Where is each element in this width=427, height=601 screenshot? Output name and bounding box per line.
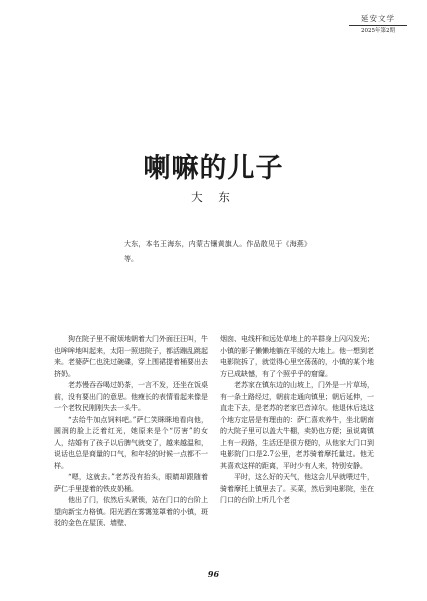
paragraph-continued: 烟囱、电线杆和远处草地上的羊群身上闪闪发光；小镇的影子懒懒地躺在平缓的大地上。他一想到老电影院拆了，就觉得心里空荡荡的，小镇的某个地方已成缺憾，有了个照乎乎的窟窿。 [220,335,374,378]
paragraph: 老苏慢吞吞喝过奶茶，一言不发，还坐在饭桌前，没有要出门的意思。他瘦长的表情看起来像是一个老牧民刚刚失去一头牛。 [54,381,208,412]
header-rule [349,25,407,26]
article-title: 喇嘛的儿子 [143,153,284,184]
issue-label: 2025年第2期 [361,28,395,34]
page-number: 96 [207,569,220,579]
journal-header [343,14,413,35]
paragraph: 老苏家在镇东边的山坡上，门外是一片草场，有一条土路经过，朝前走通向镇里；朝后延伸，一直走下去，是老苏的老家巴音淖尔。他退休后选这个地方定居是有理由的：萨仁喜欢养牛，坐北朝南的大院子里可以盖大牛棚，卖奶也方便；虽说离镇上有一段路，生活还是很方便的，从他家大门口到电影院门口是2.7公里，老苏骑着摩托量过。他无其喜欢这样的距离，平时少有人来，特别安静。 [220,381,374,470]
paragraph: “去给牛加点饲料吧。”萨仁笑眯眯地看向他，圆润的脸上泛着红光，她原来是个“厉害”的女人，结婚有了孩子以后脾气就变了，越来越温和，说话也总是商量的口气，和年轻的时候一点都不一样。 [54,415,208,470]
author-bio: 大东，本名王海东，内蒙古镶黄旗人。作品散见于《海燕》等。 [124,240,311,263]
paragraph: 平时，这么好的天气，他这会儿早就喂过牛，骑着摩托上镇里去了。买菜，然后到电影院，坐在门口的台阶上听几个老 [220,473,374,504]
left-column [54,334,208,530]
paragraph: “嗯，这就去。”老苏没有抬头，眼睛却跟随着萨仁手里提着的铁皮奶桶。 [54,473,208,493]
journal-name: 延安文学 [361,14,395,23]
right-column [220,334,374,507]
article-author: 大 东 [191,190,236,204]
paragraph: 他出了门，依然后头紧锁，站在门口的台阶上望向新宝力格镇。阳光洒在雾霭笼罩着的小镇，斑驳的金色在屋顶、墙壁、 [54,496,208,527]
paragraph: 狗在院子里不耐烦地朝着大门外面汪汪叫，牛也哞哞地叫起来，太阳一照进院子，都活蹦乱跳起来。老婆萨仁也洗过碗碟，穿上围裙提着桶要出去挤奶。 [54,335,208,378]
